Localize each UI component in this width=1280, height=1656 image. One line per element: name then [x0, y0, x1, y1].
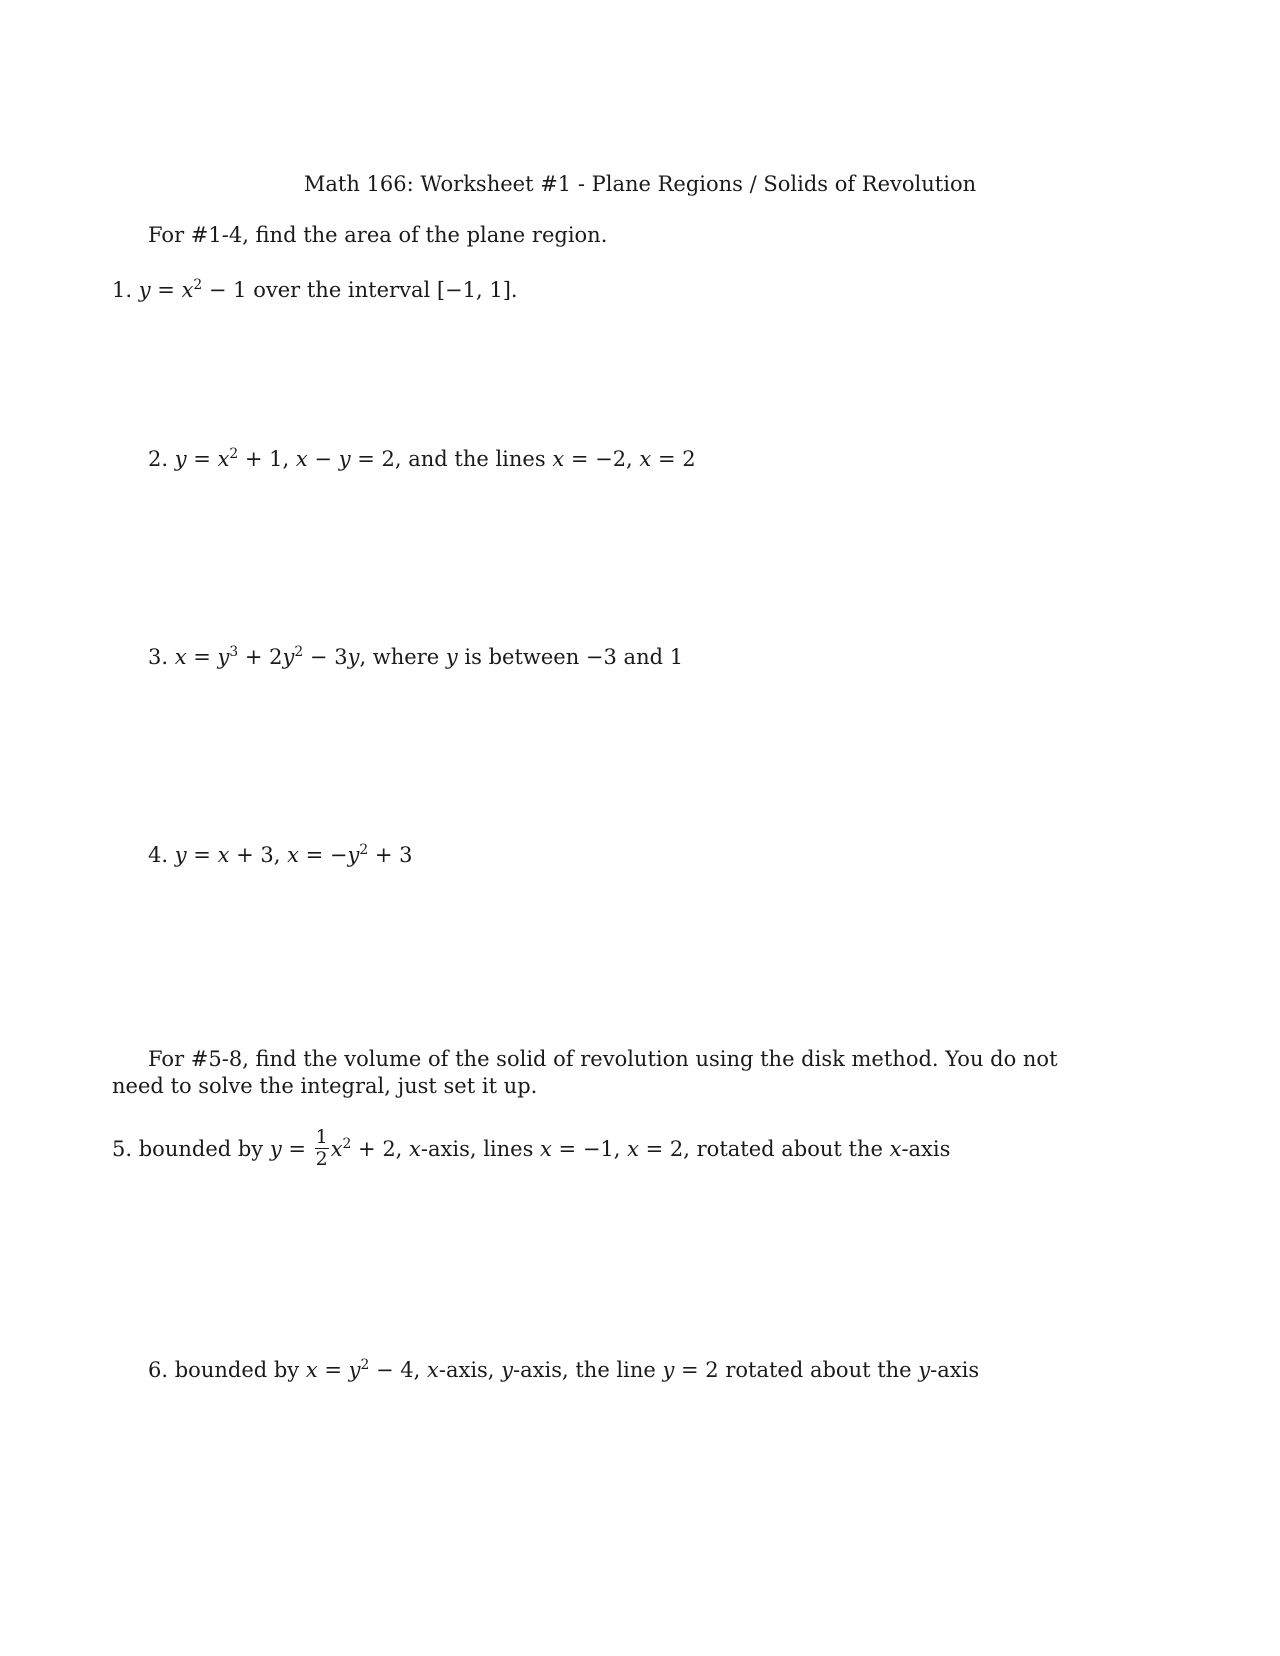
var: x	[174, 645, 187, 669]
var: y	[662, 1358, 675, 1382]
var: y	[445, 645, 458, 669]
text: bounded by	[138, 1136, 270, 1161]
text: -axis	[930, 1358, 980, 1382]
var: x	[181, 278, 194, 302]
problem-1	[112, 278, 518, 303]
var: y	[174, 447, 187, 471]
text: − 1 over the interval [−1, 1].	[202, 278, 518, 302]
problem-number: 2.	[148, 447, 169, 471]
var: y	[282, 645, 295, 669]
text: bounded by	[174, 1358, 306, 1382]
text: =	[317, 1358, 349, 1382]
section-2-instructions: For #5-8, find the volume of the solid of revolution using the disk method. You do not need to solve the integral, just set it up.	[112, 1047, 1058, 1099]
text: -axis,	[438, 1358, 502, 1382]
text: + 3,	[229, 843, 288, 867]
problem-5	[112, 1126, 951, 1171]
text: -axis, lines	[420, 1136, 541, 1161]
var: x	[627, 1136, 639, 1161]
var: x	[409, 1136, 421, 1161]
text: -axis	[901, 1136, 951, 1161]
page-title: Math 166: Worksheet #1 - Plane Regions / Solids of Revolution	[303, 172, 977, 196]
text: = 2	[651, 447, 696, 471]
problem-6	[148, 1358, 979, 1383]
problem-number: 4.	[148, 843, 169, 867]
exponent: 2	[294, 644, 304, 661]
text: -axis, the line	[513, 1358, 663, 1382]
var: x	[305, 1358, 318, 1382]
var: y	[918, 1358, 931, 1382]
problem-number: 1.	[112, 278, 133, 302]
var: x	[330, 1136, 343, 1161]
exponent: 2	[193, 277, 203, 294]
var: x	[552, 447, 565, 471]
var: x	[427, 1358, 439, 1382]
var: y	[348, 1358, 361, 1382]
exponent: 2	[359, 842, 369, 859]
var: x	[540, 1136, 552, 1161]
text: − 4,	[369, 1358, 428, 1382]
eq: =	[150, 278, 182, 302]
text: −	[307, 447, 339, 471]
var: y	[338, 447, 351, 471]
var: y	[269, 1136, 282, 1161]
var: y	[347, 645, 360, 669]
text: + 1,	[238, 447, 296, 471]
var: y	[138, 278, 151, 302]
eq: =	[186, 645, 218, 669]
var: y	[501, 1358, 514, 1382]
section-1-instructions: For #1-4, find the area of the plane region.	[148, 223, 608, 247]
numerator: 1	[315, 1126, 328, 1148]
denominator: 2	[315, 1147, 328, 1170]
problem-3	[148, 645, 683, 670]
var: x	[217, 447, 230, 471]
var: x	[217, 843, 230, 867]
exponent: 2	[360, 1357, 370, 1374]
eq: =	[186, 447, 218, 471]
problem-number: 3.	[148, 645, 169, 669]
text: = 2, rotated about the	[638, 1136, 890, 1161]
problem-4	[148, 843, 412, 868]
text: = 2 rotated about the	[674, 1358, 919, 1382]
var: y	[174, 843, 187, 867]
fraction	[315, 1128, 329, 1169]
problem-number: 5.	[112, 1136, 133, 1161]
text: is between −3 and 1	[457, 645, 684, 669]
text: + 2,	[351, 1136, 410, 1161]
var: y	[347, 843, 360, 867]
var: x	[287, 843, 299, 867]
text: = −1,	[551, 1136, 628, 1161]
problem-number: 6.	[148, 1358, 169, 1382]
var: x	[889, 1136, 902, 1161]
var: x	[295, 447, 308, 471]
exponent: 2	[229, 446, 239, 463]
text: =	[281, 1136, 313, 1161]
exponent: 2	[342, 1136, 352, 1153]
exponent: 3	[229, 644, 239, 661]
text: + 2	[238, 645, 283, 669]
text: = −	[298, 843, 348, 867]
text: =	[186, 843, 218, 867]
var: y	[217, 645, 230, 669]
var: x	[639, 447, 652, 471]
text: − 3	[303, 645, 348, 669]
text: = 2, and the lines	[350, 447, 553, 471]
text: , where	[359, 645, 446, 669]
text: = −2,	[564, 447, 640, 471]
text: + 3	[368, 843, 413, 867]
problem-2	[148, 447, 696, 472]
